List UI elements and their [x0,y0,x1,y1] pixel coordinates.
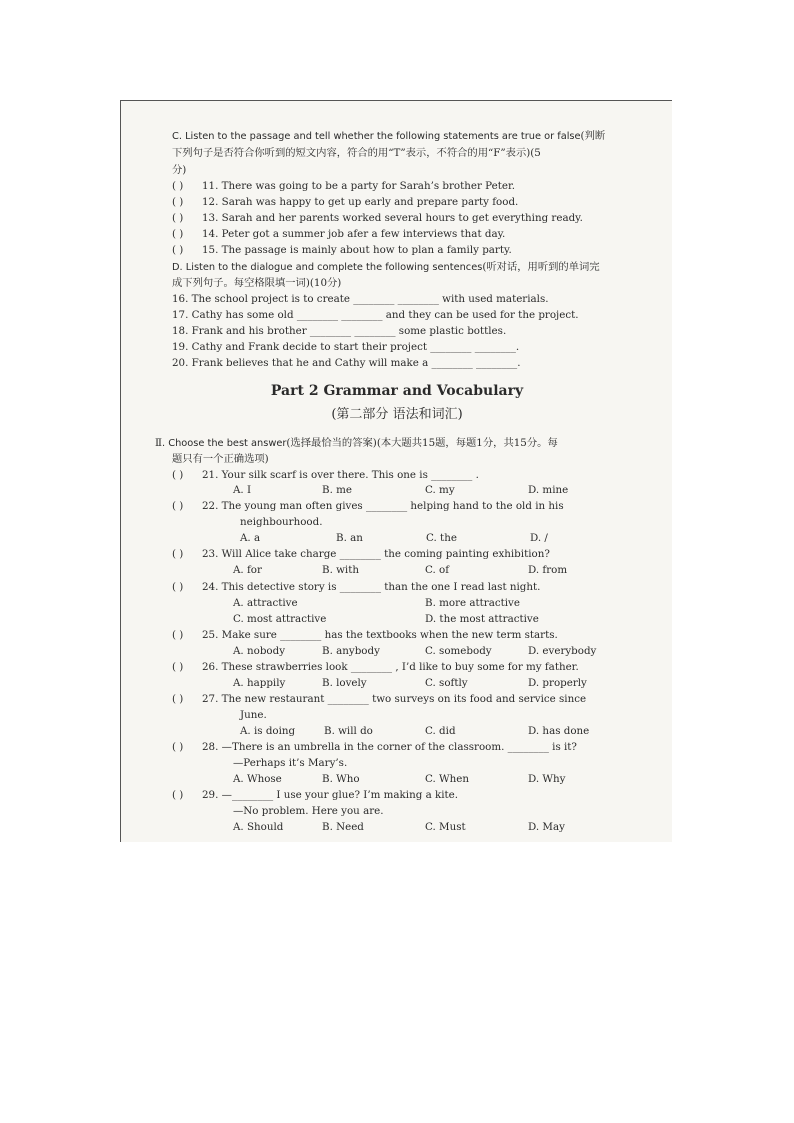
option-c: C. somebody [425,645,492,657]
option-d: D. May [528,821,565,833]
answer-blank: ( ) [172,180,184,192]
question-text: 11. There was going to be a party for Sarah’s brother Peter. [202,180,516,192]
question-item [172,179,515,193]
option-a: A. nobody [233,645,286,657]
option-d: D. from [528,564,568,576]
question-text-cont: neighbourhood. [240,516,323,528]
answer-blank: ( ) [172,196,184,208]
option-b: B. more attractive [425,597,520,609]
sentence-item: 17. Cathy has some old ________ ________ and they can be used for the project. [172,309,579,321]
section-ii-numeral: Ⅱ [155,437,162,449]
option-b: B. an [336,532,363,544]
option-a: A. Whose [233,773,282,785]
option-c: C. most attractive [233,613,327,625]
option-c: C. When [425,773,469,785]
option-c: C. did [425,725,456,737]
option-d: D. everybody [528,645,597,657]
option-b: B. Who [322,773,360,785]
option-a: A. Should [233,821,284,833]
answer-blank: ( ) [172,581,184,593]
section-ii-instr: (选择最恰当的答案)(本大题共15题，每题1分，共15分。每 [286,437,558,449]
page-edge-left [120,100,121,842]
answer-blank: ( ) [172,693,184,705]
option-d: D. the most attractive [425,613,539,625]
sentence-item: 20. Frank believes that he and Cathy will make a ________ ________. [172,357,521,369]
section-d-instr-2: 成下列句子。每空格限填一词)(10分) [172,277,342,289]
section-c-instr-3: 分) [172,164,187,176]
question-text: 28. —There is an umbrella in the corner of the classroom. ________ is it? [202,741,577,753]
section-ii-title: . Choose the best answer [162,438,287,449]
option-b: B. anybody [322,645,380,657]
option-c: C. softly [425,677,468,689]
question-item [172,692,586,706]
question-item [172,195,518,209]
answer-blank: ( ) [172,228,184,240]
question-item [172,660,579,674]
question-item [172,211,583,225]
option-a: A. for [233,564,262,576]
option-c: C. the [426,532,457,544]
question-item [172,788,458,802]
section-c-heading [172,129,605,144]
option-a: A. happily [233,677,286,689]
option-a: A. attractive [233,597,298,609]
question-text: 23. Will Alice take charge ________ the coming painting exhibition? [202,548,550,560]
answer-blank: ( ) [172,661,184,673]
question-text: 13. Sarah and her parents worked several hours to get everything ready. [202,212,583,224]
answer-blank: ( ) [172,500,184,512]
option-b: B. lovely [322,677,367,689]
option-b: B. Need [322,821,364,833]
option-d: D. mine [528,484,569,496]
question-item [172,547,550,561]
section-ii-heading [155,436,558,451]
question-text: 27. The new restaurant ________ two surveys on its food and service since [202,693,587,705]
section-c-title: C. Listen to the passage and tell whether the following statements are true or false [172,131,581,142]
question-item [172,580,540,594]
question-item [172,740,577,754]
section-ii-instr-2: 题只有一个正确选项) [172,453,269,465]
option-b: B. will do [324,725,373,737]
question-text: 14. Peter got a summer job afer a few interviews that day. [202,228,506,240]
section-d-heading [172,260,600,275]
answer-blank: ( ) [172,629,184,641]
question-item [172,227,505,241]
question-item [172,499,564,513]
sentence-item: 18. Frank and his brother ________ ________ some plastic bottles. [172,325,507,337]
page-edge-top [120,100,672,101]
answer-blank: ( ) [172,789,184,801]
section-c-instr: (判断 [580,130,606,142]
option-b: B. me [322,484,352,496]
question-text: 21. Your silk scarf is over there. This one is ________ . [202,469,479,481]
answer-blank: ( ) [172,741,184,753]
option-d: D. properly [528,677,587,689]
option-c: C. my [425,484,455,496]
question-text-cont: —Perhaps it’s Mary’s. [233,757,348,769]
option-b: B. with [322,564,359,576]
answer-blank: ( ) [172,469,184,481]
answer-blank: ( ) [172,212,184,224]
question-text: 25. Make sure ________ has the textbooks when the new term starts. [202,629,558,641]
option-d: D. Why [528,773,566,785]
section-d-instr: (听对话，用听到的单词完 [482,261,600,273]
question-text: 24. This detective story is ________ than the one I read last night. [202,581,541,593]
question-text: 29. —________ I use your glue? I’m making a kite. [202,789,459,801]
answer-blank: ( ) [172,548,184,560]
part2-subtitle: (第二部分 语法和词汇) [331,407,463,422]
question-text: 15. The passage is mainly about how to plan a family party. [202,244,512,256]
option-d: D. / [530,532,548,544]
question-text: 26. These strawberries look ________ , I’d like to buy some for my father. [202,661,579,673]
option-c: C. Must [425,821,466,833]
answer-blank: ( ) [172,244,184,256]
option-a: A. is doing [240,725,296,737]
section-d-title: D. Listen to the dialogue and complete the following sentences [172,262,483,273]
option-a: A. a [240,532,261,544]
section-c-instr-2: 下列句子是否符合你听到的短文内容，符合的用“T”表示，不符合的用“F”表示)(5 [172,147,541,159]
question-text-cont: —No problem. Here you are. [233,805,384,817]
sentence-item: 19. Cathy and Frank decide to start their project ________ ________. [172,341,520,353]
question-text: 22. The young man often gives ________ helping hand to the old in his [202,500,564,512]
option-a: A. I [233,484,252,496]
option-c: C. of [425,564,450,576]
question-item [172,468,479,482]
question-text-cont: June. [240,709,267,721]
question-text: 12. Sarah was happy to get up early and prepare party food. [202,196,519,208]
part2-title: Part 2 Grammar and Vocabulary [270,383,524,399]
option-d: D. has done [528,725,590,737]
question-item [172,628,558,642]
sentence-item: 16. The school project is to create ________ ________ with used materials. [172,293,549,305]
question-item [172,243,512,257]
